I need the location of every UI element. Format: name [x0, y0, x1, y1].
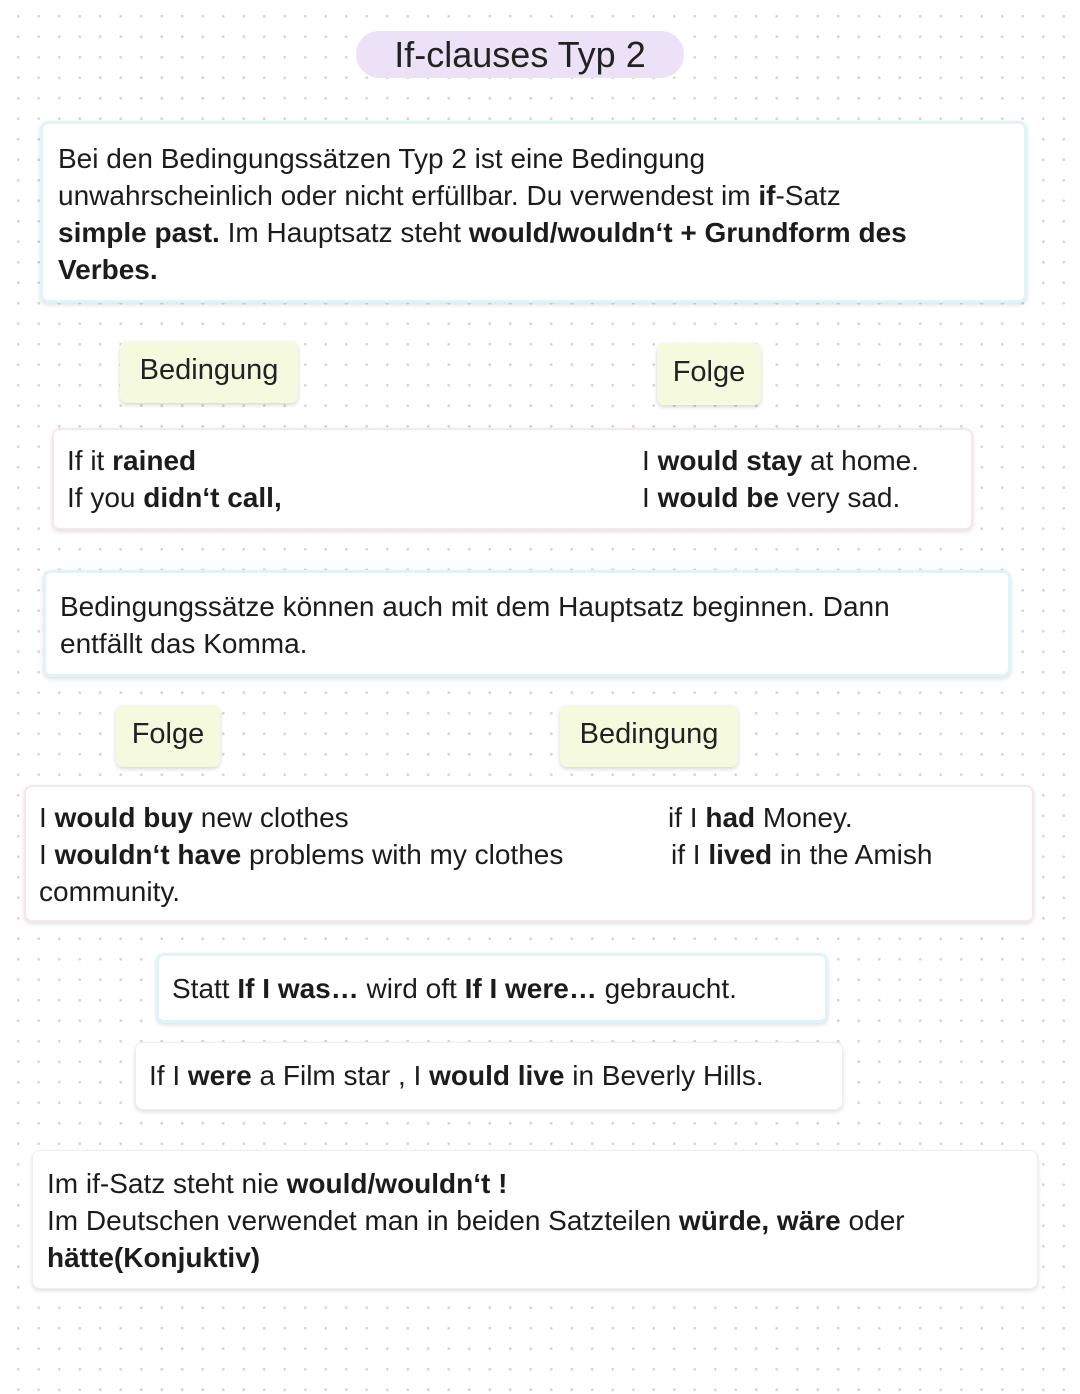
example-bold: lived	[708, 839, 773, 870]
note3-line-1	[47, 1165, 507, 1202]
example-text: very sad.	[778, 482, 901, 513]
note-bold: would/wouldn‘t !	[286, 1168, 508, 1199]
note-text: Bedingungssätze können auch mit dem Hauptsatz beginnen. Dann	[60, 591, 890, 622]
note3-line-2	[47, 1202, 905, 1239]
example-text: at home.	[802, 445, 919, 476]
note-card-2	[156, 953, 828, 1023]
intro-line-3	[58, 214, 907, 251]
intro-bold-verbes: Verbes.	[58, 254, 158, 285]
example-consequence-2	[642, 479, 900, 516]
example-bold: had	[705, 802, 756, 833]
intro-text: Bei den Bedingungssätzen Typ 2 ist eine Bedingung	[58, 143, 706, 174]
label-bedingung-1: Bedingung	[120, 341, 298, 403]
intro-bold-simple-past: simple past.	[58, 217, 220, 248]
note-text: wird oft	[358, 973, 465, 1004]
example-condition-1	[67, 442, 196, 479]
note-text: entfällt das Komma.	[60, 628, 308, 659]
example2-condition-2	[671, 836, 932, 873]
note-bold: würde, wäre	[678, 1205, 841, 1236]
example2-consequence-2-cont	[39, 873, 180, 910]
intro-line-4	[58, 251, 158, 288]
example2-condition-1	[668, 799, 853, 836]
example-card-3	[135, 1042, 843, 1110]
example-bold: wouldn‘t have	[54, 839, 242, 870]
note-text: Statt	[172, 973, 238, 1004]
label-bedingung-2: Bedingung	[560, 705, 738, 767]
note-text: Im if-Satz steht nie	[47, 1168, 287, 1199]
example-consequence-1	[642, 442, 919, 479]
example-text: Money.	[755, 802, 853, 833]
example-bold: would be	[657, 482, 779, 513]
example-text: if I	[668, 802, 706, 833]
example2-consequence-2	[39, 836, 563, 873]
intro-text: unwahrscheinlich oder nicht erfüllbar. Du verwendest im	[58, 180, 759, 211]
note1-line-1	[60, 588, 890, 625]
example-condition-2	[67, 479, 282, 516]
example-text: If you	[67, 482, 144, 513]
note-text: oder	[840, 1205, 905, 1236]
example-bold: would stay	[657, 445, 803, 476]
example-text: If I	[149, 1060, 188, 1091]
note3-line-3	[47, 1239, 260, 1276]
example-bold: rained	[112, 445, 197, 476]
note-text: Im Deutschen verwendet man in beiden Satzteilen	[47, 1205, 679, 1236]
example-bold: would buy	[54, 802, 193, 833]
intro-line-2	[58, 177, 841, 214]
intro-text: -Satz	[775, 180, 841, 211]
note-card-1	[43, 570, 1011, 677]
example2-consequence-1	[39, 799, 349, 836]
intro-bold-would: would/wouldn‘t + Grundform des	[468, 217, 907, 248]
note1-line-2	[60, 625, 307, 662]
example-text: I	[642, 482, 658, 513]
page-title: If-clauses Typ 2	[356, 31, 684, 78]
example-bold: were	[187, 1060, 252, 1091]
note-card-3	[32, 1150, 1038, 1289]
example-bold: would live	[429, 1060, 565, 1091]
intro-card	[40, 121, 1027, 303]
note-bold: If I were…	[464, 973, 597, 1004]
label-folge-2: Folge	[116, 705, 220, 767]
note2-line	[172, 970, 737, 1007]
examples-card-2	[24, 785, 1034, 922]
example3-line	[149, 1057, 764, 1094]
example-text: I	[39, 802, 55, 833]
label-folge-1: Folge	[657, 343, 761, 405]
example-text: If it	[67, 445, 113, 476]
intro-text: Im Hauptsatz steht	[219, 217, 469, 248]
example-text: I	[39, 839, 55, 870]
example-text: if I	[671, 839, 709, 870]
example-text: a Film star , I	[251, 1060, 430, 1091]
note-text: gebraucht.	[596, 973, 737, 1004]
note-bold: hätte(Konjuktiv)	[47, 1242, 261, 1273]
intro-line-1	[58, 140, 705, 177]
example-text: problems with my clothes	[241, 839, 564, 870]
example-bold: didn‘t call,	[143, 482, 282, 513]
example-text: in the Amish	[772, 839, 933, 870]
example-text: new clothes	[193, 802, 349, 833]
example-text: I	[642, 445, 658, 476]
intro-bold-if: if	[758, 180, 776, 211]
examples-card-1	[52, 428, 973, 530]
example-text: community.	[39, 876, 181, 907]
example-text: in Beverly Hills.	[564, 1060, 764, 1091]
note-bold: If I was…	[237, 973, 359, 1004]
